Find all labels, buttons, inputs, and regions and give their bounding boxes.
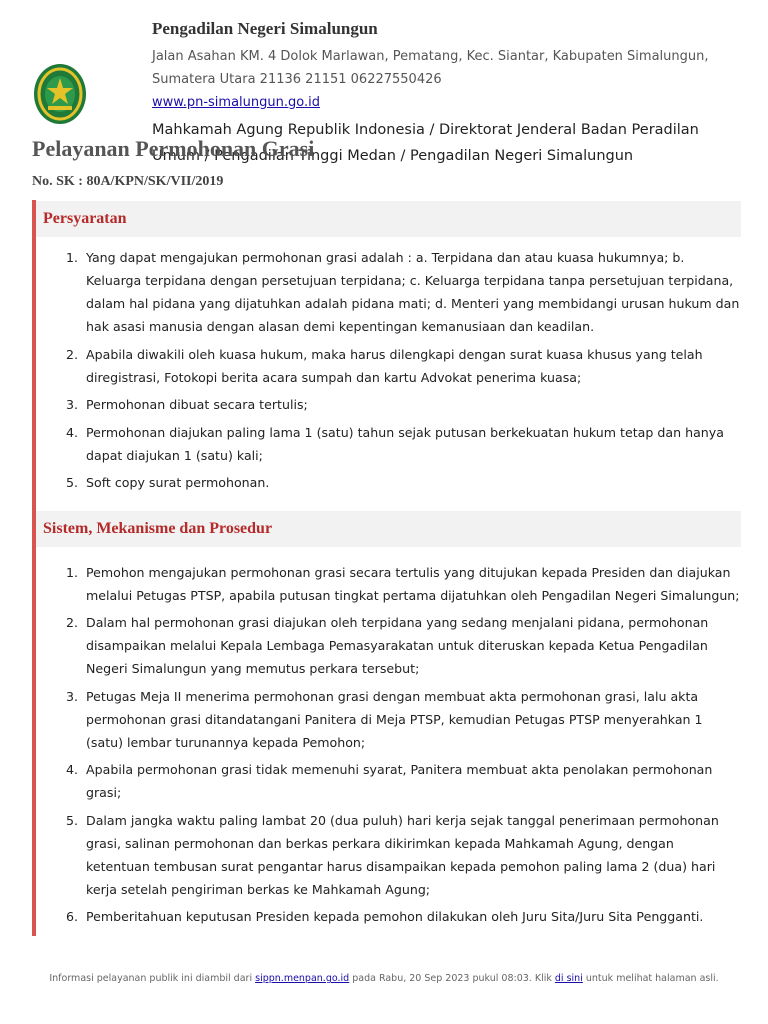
list-item: 5. Soft copy surat permohonan.: [82, 471, 741, 494]
address-line-1: Jalan Asahan KM. 4 Dolok Marlawan, Pematang, Kec. Siantar, Kabupaten Simalungun,: [152, 49, 709, 64]
page-footer: [0, 973, 768, 984]
section-heading-persyaratan: Persyaratan: [36, 201, 741, 237]
list-item: 4. Permohonan diajukan paling lama 1 (satu) tahun sejak putusan berkekuatan hukum tetap dan hanya dapat diajukan 1 (satu) kali;: [82, 421, 741, 467]
sk-number: No. SK : 80A/KPN/SK/VII/2019: [32, 174, 224, 189]
list-item: 6. Pemberitahuan keputusan Presiden kepada pemohon dilakukan oleh Juru Sita/Juru Sita Pengganti.: [82, 905, 741, 928]
footer-suffix: untuk melihat halaman asli.: [585, 973, 719, 984]
list-item: 2. Dalam hal permohonan grasi diajukan oleh terpidana yang sedang menjalani pidana, permohonan disampaikan melalui Kepala Lembaga Pemasyarakatan untuk diteruskan kepada Ketua Pengadilan Negeri Simalungun yang memutus perkara tersebut;: [82, 611, 741, 680]
address-line-2: Sumatera Utara 21136 21151 06227550426: [152, 72, 442, 87]
footer-prefix: Informasi pelayanan publik ini diambil dari: [49, 973, 253, 984]
court-hierarchy: Mahkamah Agung Republik Indonesia / Direktorat Jenderal Badan Peradilan Umum / Pengadilan Tinggi Medan / Pengadilan Negeri Simalungun: [152, 122, 699, 164]
list-item: 5. Dalam jangka waktu paling lambat 20 (dua puluh) hari kerja sejak tanggal penerimaan permohonan grasi, salinan permohonan dan berkas perkara dikirimkan kepada Mahkamah Agung, dengan ketentuan tembusan surat pengantar harus disampaikan kepada pemohon paling lama 2 (dua) hari kerja setelah pengiriman berkas ke Mahkamah Agung;: [82, 809, 741, 901]
requirements-list: [36, 237, 741, 510]
list-item: 2. Apabila diwakili oleh kuasa hukum, maka harus dilengkapi dengan surat kuasa khusus yang telah diregistrasi, Fotokopi berita acara sumpah dan kartu Advokat penerima kuasa;: [82, 343, 741, 389]
original-page-link[interactable]: di sini: [554, 973, 583, 984]
procedure-list: [36, 547, 741, 929]
list-item: 3. Petugas Meja II menerima permohonan grasi dengan membuat akta permohonan grasi, lalu akta permohonan grasi ditandatangani Panitera di Meja PTSP, kemudian Petugas PTSP menyerahkan 1 (satu) lembar turunannya kepada Pemohon;: [82, 685, 741, 754]
court-address: [152, 45, 752, 91]
list-item: 1. Yang dapat mengajukan permohonan grasi adalah : a. Terpidana dan atau kuasa hukumnya; b. Keluarga terpidana dengan persetujuan terpidana; c. Keluarga terpidana tanpa persetujuan terpidana, dalam hal pidana yang dijatuhkan adalah pidana mati; d. Menteri yang membidangi urusan hukum dan hak asasi manusia dengan alasan demi kepentingan kemanusiaan dan keadilan.: [82, 246, 741, 338]
website-link[interactable]: www.pn-simalungun.go.id: [152, 95, 320, 110]
source-link[interactable]: sippn.menpan.go.id: [255, 973, 350, 984]
section-heading-prosedur: Sistem, Mekanisme dan Prosedur: [36, 511, 741, 547]
list-item: 4. Apabila permohonan grasi tidak memenuhi syarat, Panitera membuat akta penolakan permohonan grasi;: [82, 758, 741, 804]
court-emblem-icon: [32, 62, 88, 126]
page-title: Pelayanan Permohonan Grasi: [32, 136, 315, 161]
footer-middle: pada Rabu, 20 Sep 2023 pukul 08:03. Klik: [352, 973, 552, 984]
list-item: 3. Permohonan dibuat secara tertulis;: [82, 393, 741, 416]
list-item: 1. Pemohon mengajukan permohonan grasi secara tertulis yang ditujukan kepada Presiden dan diajukan melalui Petugas PTSP, apabila putusan tingkat pertama dijatuhkan oleh Pengadilan Negeri Simalungun;: [82, 561, 741, 607]
court-name: Pengadilan Negeri Simalungun: [152, 19, 378, 38]
service-content: [32, 200, 741, 936]
